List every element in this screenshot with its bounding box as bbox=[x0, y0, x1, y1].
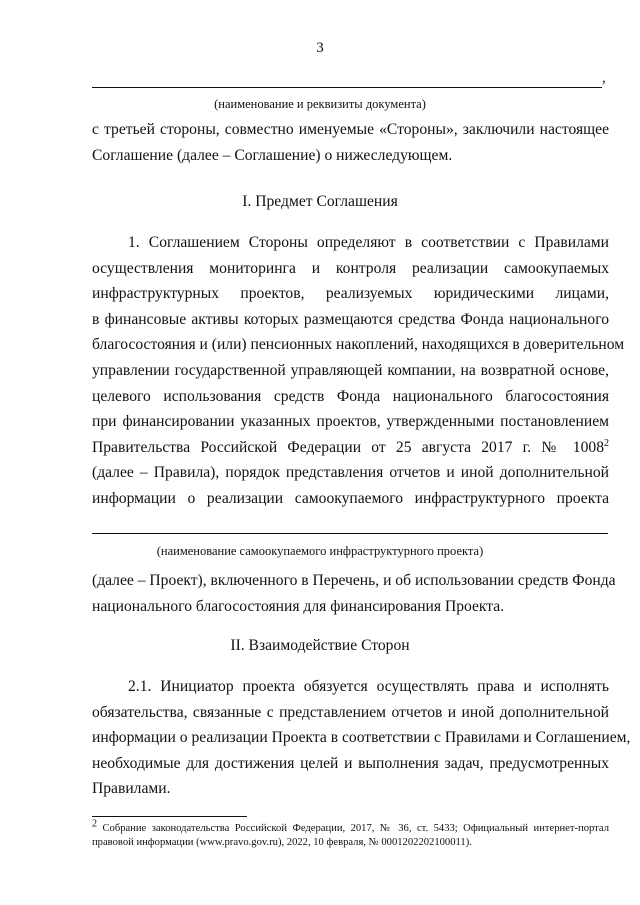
text-line: информации о реализации Проекта в соответствии с Правилами и Соглашением, bbox=[92, 729, 631, 747]
text-line: с третьей стороны, совместно именуемые «Стороны», заключили настоящее bbox=[92, 121, 609, 138]
text-line: Соглашение (далее – Соглашение) о нижеследующем. bbox=[92, 146, 453, 164]
footnote bbox=[92, 818, 609, 850]
section2-paragraph bbox=[92, 674, 631, 802]
section1-paragraph-continuation bbox=[92, 568, 616, 619]
footnote-line: правовой информации (www.pravo.gov.ru), 2022, 10 февраля, № 0001202202100011). bbox=[92, 837, 472, 848]
footnote-text: Собрание законодательства Российской Федерации, 2017, № 36, ст. 5433; Официальный интернет-портал bbox=[102, 823, 609, 834]
text-line: благосостояния и (или) пенсионных накоплений, находящихся в доверительном bbox=[92, 336, 625, 354]
intro-paragraph bbox=[92, 117, 609, 168]
project-name-caption: (наименование самоокупаемого инфраструктурного проекта) bbox=[156, 544, 484, 558]
text-line: в финансовые активы которых размещаются средства Фонда национального bbox=[92, 310, 609, 328]
text-line: обязательства, связанные с представлением отчетов и иной дополнительной bbox=[92, 703, 609, 721]
text-line: 2.1. Инициатор проекта обязуется осуществлять права и исполнять bbox=[128, 678, 609, 695]
text-line: Правилами. bbox=[92, 780, 171, 798]
footnote-line bbox=[92, 818, 609, 836]
document-requisites-caption: (наименование и реквизиты документа) bbox=[214, 97, 426, 111]
text-line: целевого использования средств Фонда национального благосостояния bbox=[92, 387, 609, 405]
text-line: инфраструктурных проектов, реализуемых юридическими лицами, bbox=[92, 285, 609, 303]
text-line: 1. Соглашением Стороны определяют в соответствии с Правилами bbox=[128, 234, 609, 251]
footnote-separator bbox=[92, 816, 247, 817]
text-line: (далее – Правила), порядок представления отчетов и иной дополнительной bbox=[92, 464, 609, 482]
section1-paragraph bbox=[92, 230, 625, 512]
text-line: необходимые для достижения целей и выполнения задач, предусмотренных bbox=[92, 754, 609, 772]
text-line: при финансировании указанных проектов, утвержденными постановлением bbox=[92, 413, 609, 431]
section-heading-interaction: II. Взаимодействие Сторон bbox=[230, 637, 410, 654]
text-line: информации о реализации самоокупаемого инфраструктурного проекта bbox=[92, 489, 609, 507]
project-name-blank-line bbox=[92, 533, 608, 534]
document-requisites-blank-line bbox=[92, 87, 602, 88]
text-line: осуществления мониторинга и контроля реализации самоокупаемых bbox=[92, 259, 609, 277]
text-line-body: Правительства Российской Федерации от 25 августа 2017 г. № 1008 bbox=[92, 438, 604, 456]
text-line: (далее – Проект), включенного в Перечень, и об использовании средств Фонда bbox=[92, 572, 616, 589]
text-line-with-footnote-ref bbox=[92, 435, 609, 461]
text-line: управлении государственной управляющей компании, на возвратной основе, bbox=[92, 361, 609, 379]
footnote-reference: 2 bbox=[604, 437, 609, 449]
footnote-mark: 2 bbox=[92, 818, 97, 830]
page-number: 3 bbox=[316, 40, 324, 56]
blank-line-comma: , bbox=[602, 70, 606, 86]
section-heading-subject: I. Предмет Соглашения bbox=[242, 193, 398, 210]
text-line: национального благосостояния для финансирования Проекта. bbox=[92, 597, 505, 615]
